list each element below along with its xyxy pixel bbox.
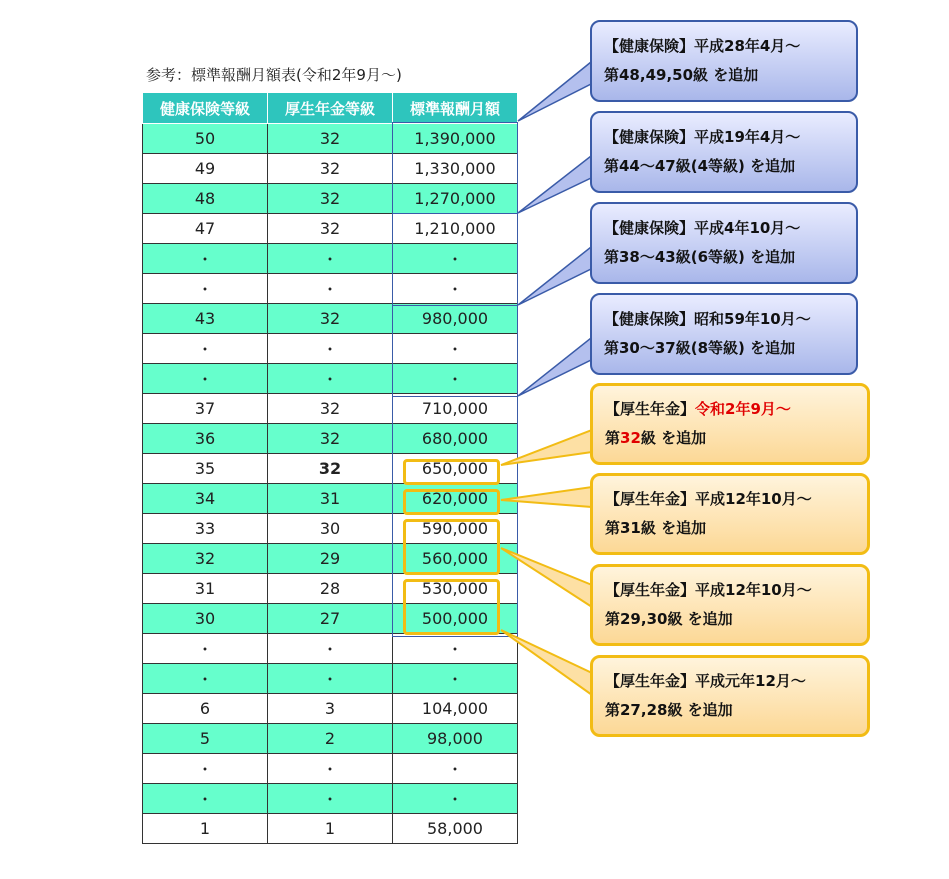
cell-kenpo: ・ [143,274,268,304]
callout-line1: 【厚生年金】平成元年12月～ [605,672,806,690]
callout-line1-label: 【厚生年金】 [605,400,696,418]
callout-line2: 第29,30級 を追加 [605,610,733,628]
cell-kosei: 27 [268,604,393,634]
callout-line2: 第48,49,50級 を追加 [604,66,759,84]
header-kosei-grade: 厚生年金等級 [268,93,393,124]
callout-line2: 第44～47級(4等級) を追加 [604,157,796,175]
callout-line1: 【健康保険】昭和59年10月～ [604,310,811,328]
callout-kenpo-h4 [590,202,858,284]
cell-kenpo: 48 [143,184,268,214]
callout-line2 [605,424,855,453]
cell-kosei-new-grade: 32 [268,454,393,484]
callout-kenpo-s59 [590,293,858,375]
cell-amount: ・ [393,634,518,664]
cell-amount: 620,000 [393,484,518,514]
cell-kenpo: 1 [143,814,268,844]
cell-kenpo: ・ [143,784,268,814]
cell-kosei: 32 [268,154,393,184]
cell-kenpo: 32 [143,544,268,574]
callout-line1: 【健康保険】平成4年10月～ [604,219,801,237]
cell-kenpo: 34 [143,484,268,514]
cell-kosei: ・ [268,334,393,364]
cell-amount: ・ [393,664,518,694]
tail-kosei4 [501,630,592,695]
cell-amount: 500,000 [393,604,518,634]
tail-kosei2 [501,487,592,507]
cell-kenpo: 5 [143,724,268,754]
cell-kenpo: 37 [143,394,268,424]
tail-kenpo4 [518,338,591,396]
cell-amount: 980,000 [393,304,518,334]
callout-line1: 【厚生年金】平成12年10月～ [605,581,812,599]
cell-amount: 680,000 [393,424,518,454]
cell-kosei: 1 [268,814,393,844]
cell-amount: 104,000 [393,694,518,724]
cell-kosei: ・ [268,634,393,664]
cell-kosei: 29 [268,544,393,574]
cell-amount: 58,000 [393,814,518,844]
cell-kenpo: 49 [143,154,268,184]
cell-kosei: ・ [268,664,393,694]
table-caption: 参考：標準報酬月額表(令和2年9月～) [146,66,402,84]
callout-line2: 第27,28級 を追加 [605,701,733,719]
cell-amount: 1,390,000 [393,124,518,154]
callout-line1: 【健康保険】平成28年4月～ [604,37,801,55]
cell-amount: 1,330,000 [393,154,518,184]
cell-kosei: ・ [268,754,393,784]
cell-kosei: 32 [268,184,393,214]
cell-kenpo: 6 [143,694,268,724]
cell-kenpo: 50 [143,124,268,154]
cell-amount: ・ [393,244,518,274]
callout-kosei-h12-29-30 [590,564,870,646]
cell-amount: 1,210,000 [393,214,518,244]
callout-line1 [605,395,855,424]
cell-kosei: 2 [268,724,393,754]
cell-kenpo: ・ [143,334,268,364]
cell-amount: ・ [393,364,518,394]
cell-amount: 1,270,000 [393,184,518,214]
callout-line2: 第31級 を追加 [605,519,707,537]
cell-kosei: 32 [268,304,393,334]
cell-kosei: 28 [268,574,393,604]
tail-kenpo1 [518,62,591,121]
cell-amount: 710,000 [393,394,518,424]
callout-kenpo-h19 [590,111,858,193]
callout-line2-grade: 32 [620,429,641,447]
header-kenpo-grade: 健康保険等級 [143,93,268,124]
cell-amount: 530,000 [393,574,518,604]
callout-line1: 【健康保険】平成19年4月～ [604,128,801,146]
callout-kenpo-h28 [590,20,858,102]
cell-amount: 590,000 [393,514,518,544]
cell-amount: ・ [393,274,518,304]
cell-kenpo: ・ [143,634,268,664]
cell-kosei: 3 [268,694,393,724]
cell-kosei: 30 [268,514,393,544]
callout-line1: 【厚生年金】平成12年10月～ [605,490,812,508]
cell-kenpo: ・ [143,754,268,784]
callout-line2-post: 級 を追加 [640,429,707,447]
callout-kosei-h1 [590,655,870,737]
cell-kosei: 31 [268,484,393,514]
cell-amount: 98,000 [393,724,518,754]
cell-kenpo: 33 [143,514,268,544]
cell-amount: ・ [393,784,518,814]
cell-kosei: ・ [268,274,393,304]
cell-amount: ・ [393,334,518,364]
callout-line1-date: 令和2年9月～ [695,400,791,418]
cell-kosei: ・ [268,364,393,394]
tail-kenpo2 [518,156,591,213]
cell-kenpo: 30 [143,604,268,634]
cell-kosei: ・ [268,244,393,274]
cell-kenpo: ・ [143,244,268,274]
cell-kenpo: ・ [143,364,268,394]
cell-kenpo: 36 [143,424,268,454]
tail-kosei1 [501,430,592,465]
cell-kosei: 32 [268,424,393,454]
tail-kenpo3 [518,247,591,305]
cell-kenpo: ・ [143,664,268,694]
callout-line2: 第38～43級(6等級) を追加 [604,248,796,266]
cell-kenpo: 47 [143,214,268,244]
cell-kosei: 32 [268,394,393,424]
callout-line2-pre: 第 [605,429,621,447]
cell-kosei: 32 [268,124,393,154]
cell-kenpo: 35 [143,454,268,484]
header-monthly-amount: 標準報酬月額 [393,93,518,124]
callout-kosei-r2 [590,383,870,465]
cell-kosei: 32 [268,214,393,244]
callout-kosei-h12-31 [590,473,870,555]
tail-kosei3 [501,548,592,607]
cell-amount: ・ [393,754,518,784]
callout-line2: 第30～37級(8等級) を追加 [604,339,796,357]
cell-kenpo: 31 [143,574,268,604]
cell-amount: 650,000 [393,454,518,484]
cell-kenpo: 43 [143,304,268,334]
cell-kosei: ・ [268,784,393,814]
cell-amount: 560,000 [393,544,518,574]
